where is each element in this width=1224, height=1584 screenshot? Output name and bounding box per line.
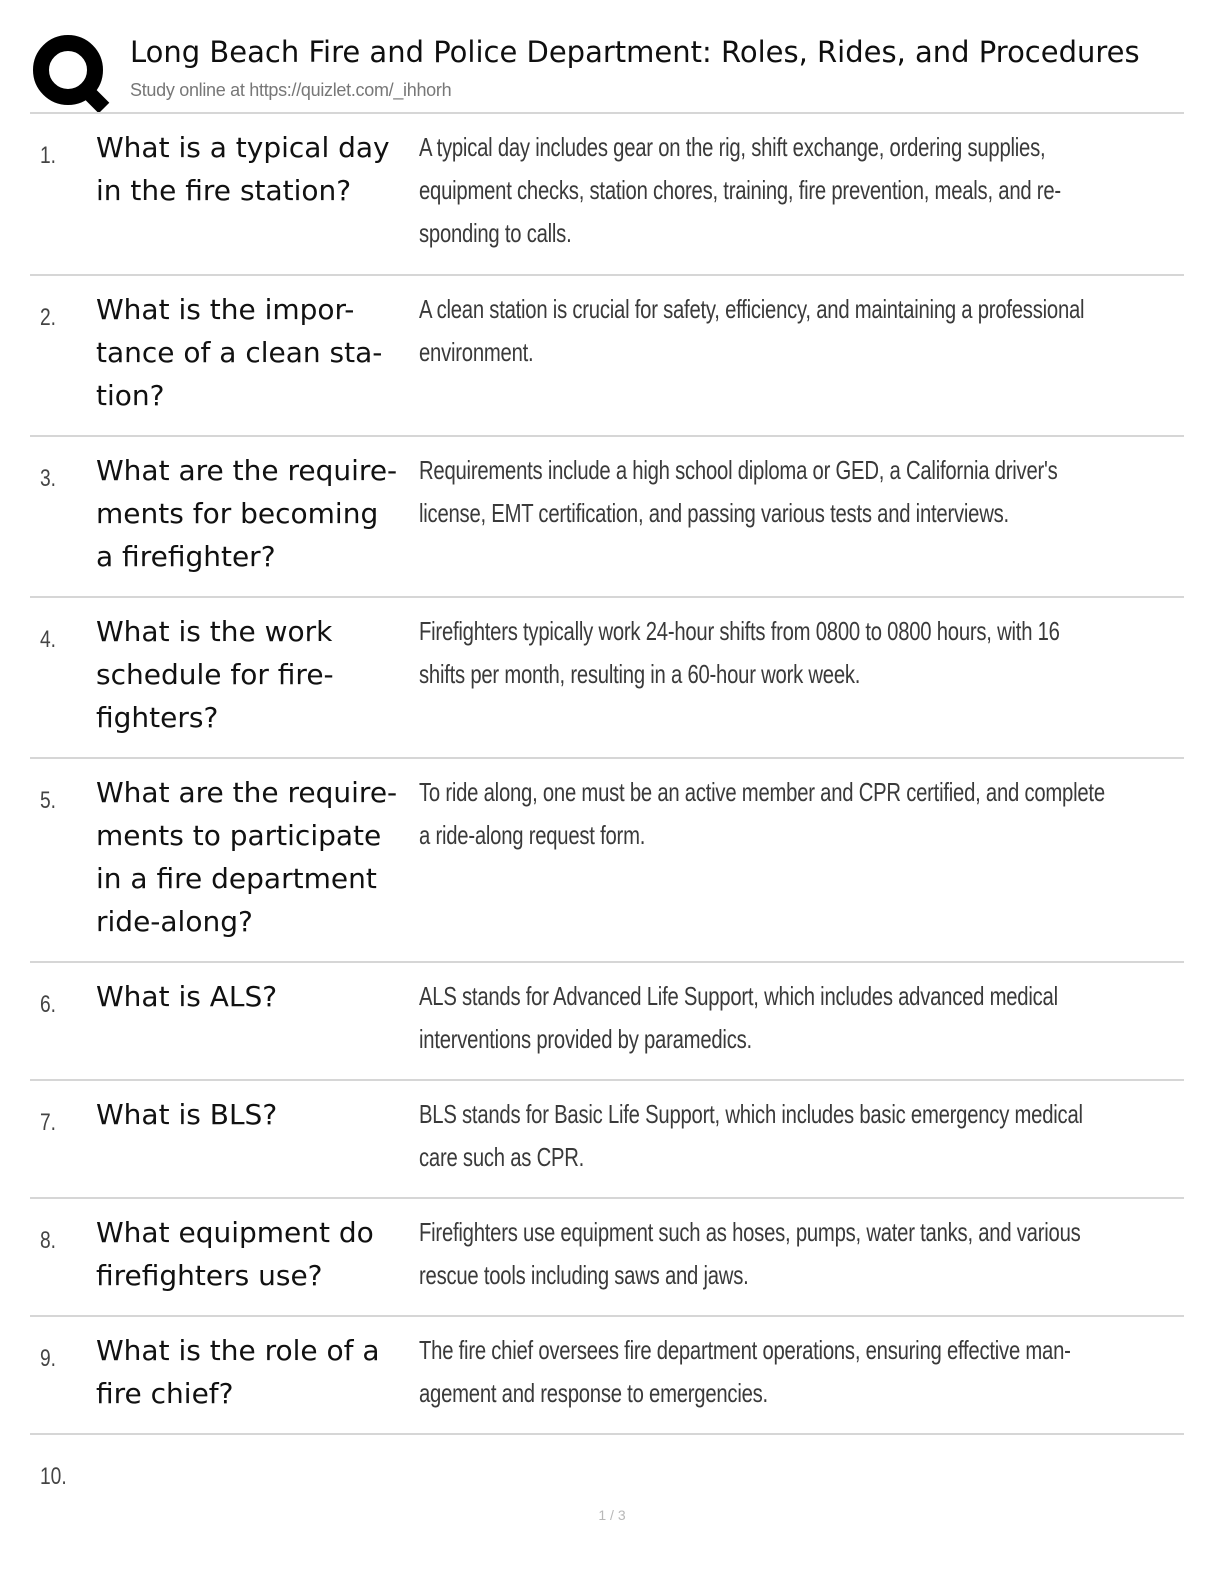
card-number: 10. (40, 1463, 67, 1490)
flashcard-row (30, 437, 1184, 598)
card-definition: ALS stands for Advanced Life Support, which includes advanced medical interventions provided by paramedics. (419, 981, 1058, 1054)
card-number: 2. (40, 304, 57, 331)
flashcard-row (30, 1317, 1184, 1435)
flashcard-row (30, 1081, 1184, 1199)
flashcard-row (30, 963, 1184, 1081)
page-header (30, 28, 1184, 114)
card-definition: To ride along, one must be an active member and CPR certified, and complete a ride-along request form. (419, 777, 1105, 850)
card-number: 8. (40, 1227, 57, 1254)
flashcard-row (30, 759, 1184, 963)
flashcard-row (30, 598, 1184, 759)
card-definition: A clean station is crucial for safety, efficiency, and maintaining a professional environment. (419, 294, 1085, 367)
page-title: Long Beach Fire and Police Department: Roles, Rides, and Procedures (130, 35, 1140, 69)
card-term: What is BLS? (96, 1098, 278, 1131)
quizlet-q-icon (30, 32, 110, 112)
card-definition: Requirements include a high school diploma or GED, a California driver's license, EMT certification, and passing various tests and interviews. (419, 455, 1058, 528)
card-definition: Firefighters typically work 24-hour shifts from 0800 to 0800 hours, with 16 shifts per month, resulting in a 60-hour work week. (419, 616, 1060, 689)
page-indicator: 1 / 3 (598, 1507, 626, 1523)
card-number: 1. (40, 142, 57, 169)
card-term: What is the role of a fire chief? (96, 1334, 380, 1410)
card-definition: BLS stands for Basic Life Support, which includes basic emergency medical care such as CPR. (419, 1099, 1083, 1172)
card-term: What are the require- ments to participate in a fire department ride-along? (96, 776, 398, 938)
flashcard-row (30, 114, 1184, 276)
card-number: 3. (40, 465, 57, 492)
card-number: 5. (40, 787, 57, 814)
card-number: 9. (40, 1345, 57, 1372)
card-term: What equipment do firefighters use? (96, 1216, 374, 1292)
card-number: 7. (40, 1109, 57, 1136)
card-definition: Firefighters use equipment such as hoses, pumps, water tanks, and various rescue tools including saws and jaws. (419, 1217, 1081, 1290)
card-term: What is ALS? (96, 980, 278, 1013)
card-definition: The fire chief oversees fire department operations, ensuring effective man- agement and response to emergencies. (419, 1335, 1071, 1408)
flashcard-row (30, 1199, 1184, 1317)
study-online-link[interactable]: Study online at https://quizlet.com/_ihhorh (130, 80, 452, 100)
card-definition: A typical day includes gear on the rig, shift exchange, ordering supplies, equipment checks, station chores, training, fire prevention, meals, and re- sponding to calls. (419, 132, 1061, 248)
card-number: 6. (40, 991, 57, 1018)
flashcard-row (30, 1435, 1184, 1505)
card-term: What are the require- ments for becoming a firefighter? (96, 454, 398, 573)
flashcard-row (30, 276, 1184, 437)
card-number: 4. (40, 626, 57, 653)
card-term: What is the work schedule for fire- fighters? (96, 615, 334, 734)
card-term: What is the impor- tance of a clean sta- tion? (96, 293, 383, 412)
flashcard-list (30, 114, 1184, 1505)
card-term: What is a typical day in the fire station? (96, 131, 390, 207)
